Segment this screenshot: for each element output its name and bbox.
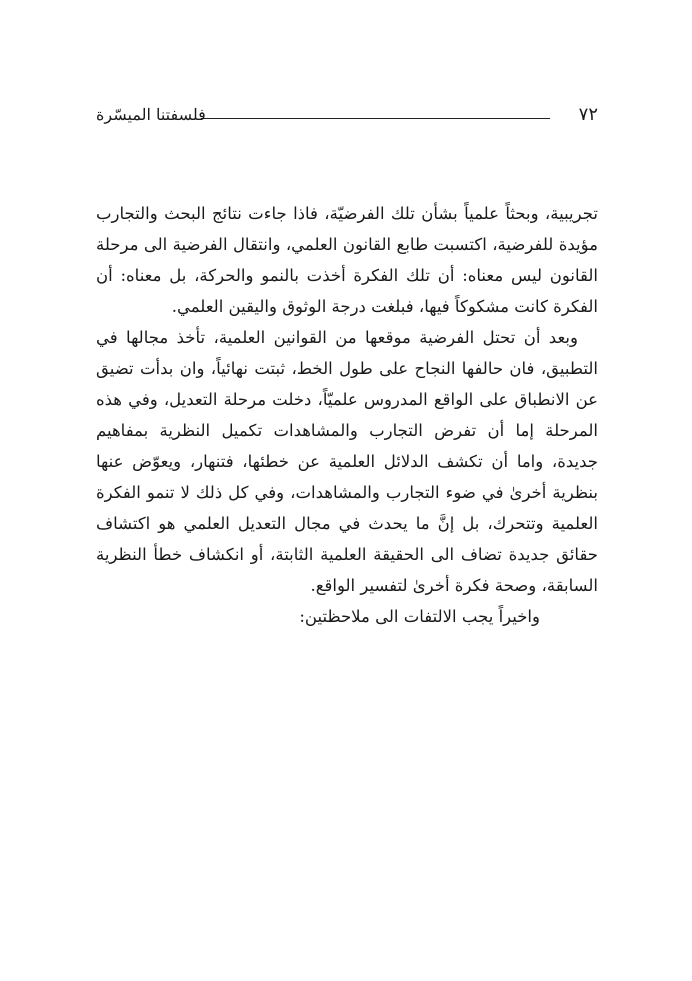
paragraph-1: تجريبية، وبحثاً علمياً بشأن تلك الفرضيّة، فاذا جاءت نتائج البحث والتجارب مؤيدة للفرضية، اكتسبت طابع القانون العلمي، وانتقال الفرضية الى مرحلة القانون ليس معناه: أن تلك الفكرة أخذت بالنمو والحركة، بل معناه: أن الفكرة كانت مشكوكاً فيها، فبلغت درجة الوثوق واليقين العلمي. — [96, 204, 598, 316]
header-rule — [201, 118, 550, 119]
page-number: ٧٢ — [578, 104, 598, 125]
running-title: فلسفتنا الميسّرة — [96, 105, 206, 124]
page-header — [96, 100, 598, 130]
paragraph-2: وبعد أن تحتل الفرضية موقعها من القوانين العلمية، تأخذ مجالها في التطبيق، فان حالفها النجاح على طول الخط، ثبتت نهائياً، وان بدأت تضيق عن الانطباق على الواقع المدروس علميّاً، دخلت مرحلة التعديل، وفي هذه المرحلة إما أن تفرض التجارب والمشاهدات تكميل النظرية بمفاهيم جديدة، واما أن تكشف الدلائل العلمية عن خطئها، فتنهار، ويعوّض عنها بنظرية أخرىٰ في ضوء التجارب والمشاهدات، وفي كل ذلك لا تنمو الفكرة العلمية وتتحرك، بل إنَّ ما يحدث في مجال التعديل العلمي هو اكتشاف حقائق جديدة تضاف الى الحقيقة العلمية الثابتة، أو انكشاف خطأ النظرية السابقة، وصحة فكرة أخرىٰ لتفسير الواقع. — [96, 328, 598, 595]
paragraph-3: واخيراً يجب الالتفات الى ملاحظتين: — [299, 607, 540, 626]
page-body — [96, 198, 598, 632]
